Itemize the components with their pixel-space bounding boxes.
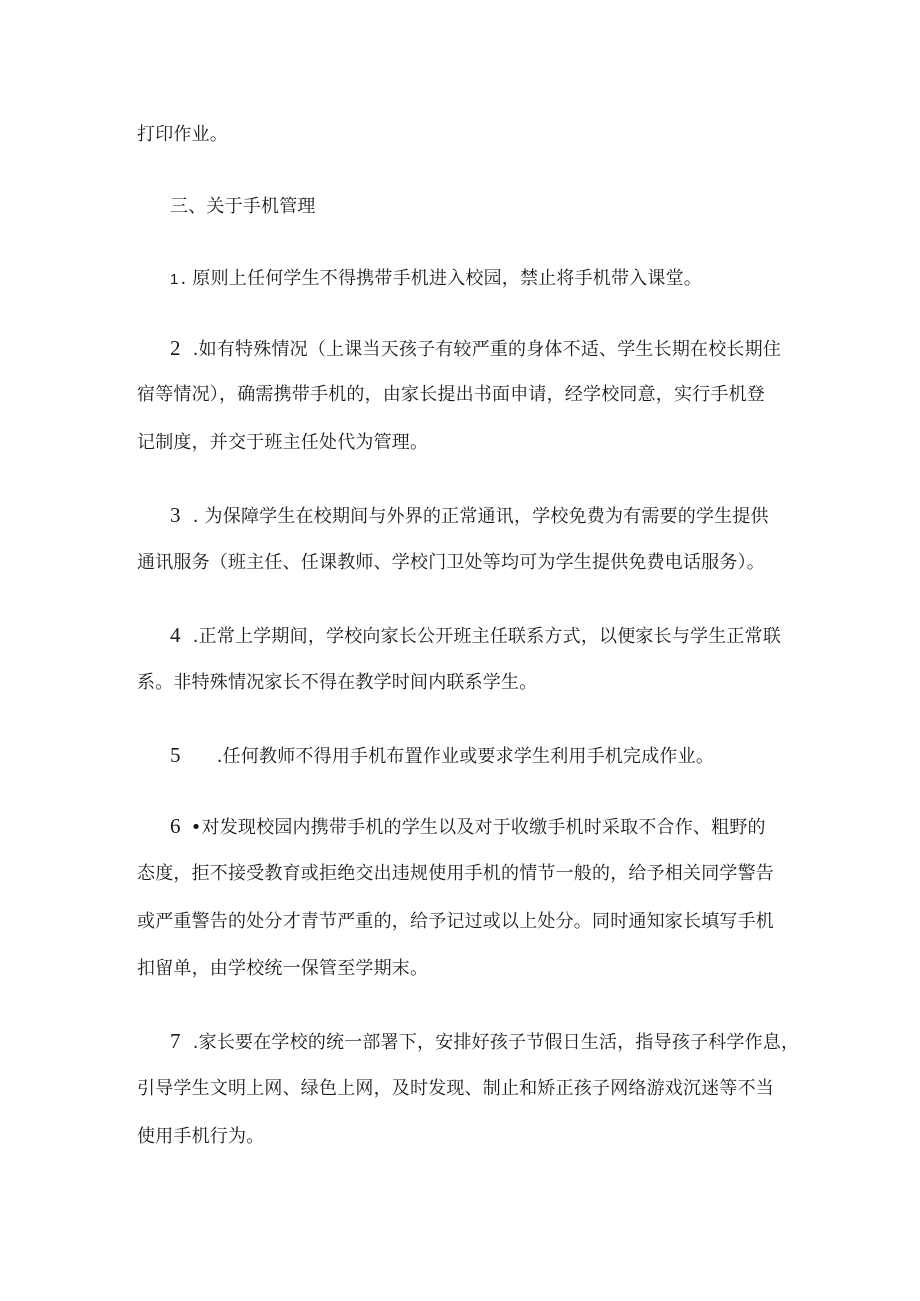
item-text-line: 宿等情况），确需携带手机的，由家长提出书面申请，经学校同意，实行手机登	[137, 384, 765, 405]
continuation-text: 打印作业。	[137, 124, 228, 145]
item-text-line: 使用手机行为。	[137, 1126, 265, 1147]
list-item-6	[170, 814, 766, 840]
item-text-line: 态度，拒不接受教育或拒绝交出违规使用手机的情节一般的，给予相关同学警告	[137, 863, 774, 884]
item-number: 6	[170, 814, 181, 838]
item-number: 3	[170, 503, 181, 527]
item-text: . 为保障学生在校期间与外界的正常通讯，学校免费为有需要的学生提供	[192, 506, 769, 527]
item-number: 5	[170, 743, 181, 767]
item-number: 1	[170, 271, 179, 288]
item-text-line: 通讯服务（班主任、任课教师、学校门卫处等均可为学生提供免费电话服务）。	[137, 552, 765, 573]
list-item-1	[170, 267, 702, 292]
item-text-line: 引导学生文明上网、绿色上网，及时发现、制止和矫正孩子网络游戏沉迷等不当	[137, 1078, 774, 1099]
list-item-4	[170, 623, 781, 649]
item-text: .家长要在学校的统一部署下，安排好孩子节假日生活，指导孩子科学作息，	[192, 1032, 800, 1053]
item-text: .如有特殊情况（上课当天孩子有较严重的身体不适、学生长期在校长期住	[192, 339, 782, 360]
item-text: . 原则上任何学生不得携带手机进入校园，禁止将手机带入课堂。	[180, 268, 702, 289]
item-text: .任何教师不得用手机布置作业或要求学生利用手机完成作业。	[216, 746, 715, 767]
item-text: •对发现校园内携带手机的学生以及对于收缴手机时采取不合作、粗野的	[190, 817, 766, 838]
list-item-3	[170, 503, 769, 529]
list-item-7	[170, 1029, 799, 1055]
item-number: 2	[170, 336, 181, 360]
item-text: .正常上学期间，学校向家长公开班主任联系方式，以便家长与学生正常联	[192, 626, 782, 647]
list-item-5	[170, 743, 714, 769]
item-text-line: 扣留单，由学校统一保管至学期末。	[137, 958, 429, 979]
section-heading: 三、关于手机管理	[170, 196, 316, 217]
item-number: 4	[170, 623, 181, 647]
item-number: 7	[170, 1029, 181, 1053]
item-text-line: 记制度，并交于班主任处代为管理。	[137, 432, 429, 453]
item-text-line: 系。非特殊情况家长不得在教学时间内联系学生。	[137, 672, 538, 693]
list-item-2	[170, 336, 781, 362]
item-text-line: 或严重警告的处分才青节严重的，给予记过或以上处分。同时通知家长填写手机	[137, 911, 774, 932]
